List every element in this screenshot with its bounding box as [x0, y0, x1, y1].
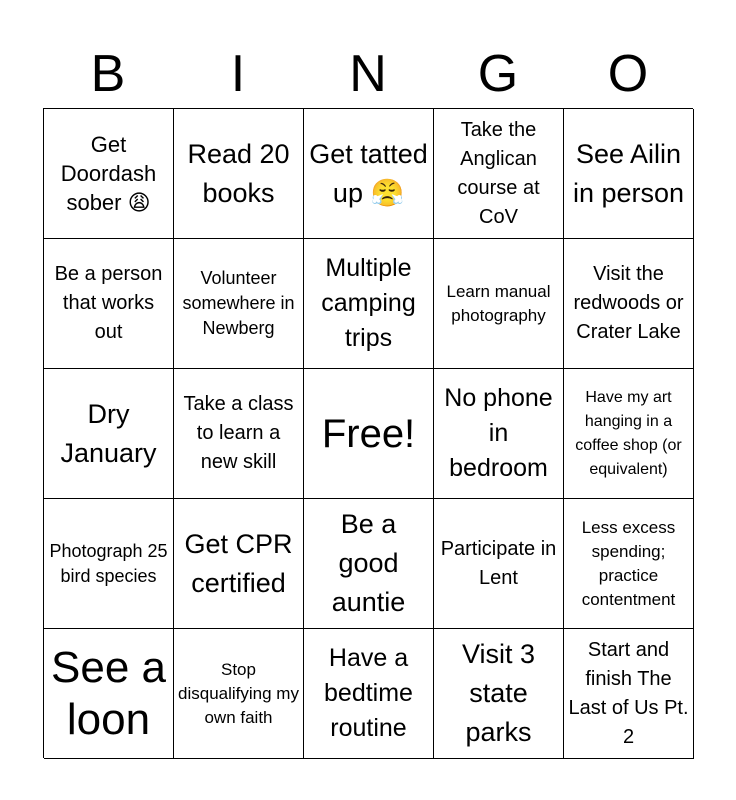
cell-text: Be a person that works out [54, 263, 163, 343]
header-letter-i: I [230, 45, 246, 103]
bingo-cell-r1c4 [434, 109, 564, 239]
cell-text: See Ailin in person [572, 138, 685, 208]
cell-text: Volunteer somewhere in Newberg [182, 268, 295, 338]
cell-text: Read 20 books [187, 138, 290, 208]
cell-text: Have my art hanging in a coffee shop (or equivalent) [575, 388, 682, 478]
cell-text: Multiple camping trips [321, 254, 416, 352]
bingo-cell-r5c4 [434, 629, 564, 759]
cell-text: Dry January [60, 398, 157, 468]
cell-text: Take a class to learn a new skill [183, 393, 294, 473]
bingo-cell-r5c5 [564, 629, 694, 759]
bingo-cell-r3c4 [434, 369, 564, 499]
bingo-cell-r1c5 [564, 109, 694, 239]
header-letter-o: O [607, 45, 649, 103]
bingo-cell-r2c3 [304, 239, 434, 369]
bingo-cell-r2c5 [564, 239, 694, 369]
bingo-cell-r3c1 [44, 369, 174, 499]
cell-text: Have a bedtime routine [324, 644, 413, 742]
bingo-cell-r1c1 [44, 109, 174, 239]
free-space: Free! [321, 411, 416, 456]
bingo-cell-r5c3 [304, 629, 434, 759]
cell-text: Visit 3 state parks [461, 639, 536, 747]
cell-text: Get CPR certified [184, 528, 293, 598]
bingo-cell-r4c4 [434, 499, 564, 629]
bingo-cell-r1c2 [174, 109, 304, 239]
header-letter-n: N [349, 45, 387, 103]
cell-text: Take the Anglican course at CoV [457, 118, 540, 228]
cell-text: Participate in Lent [440, 537, 557, 589]
bingo-cell-r4c2 [174, 499, 304, 629]
bingo-cell-r2c2 [174, 239, 304, 369]
bingo-cell-r4c5 [564, 499, 694, 629]
bingo-board [43, 108, 693, 758]
bingo-cell-r2c1 [44, 239, 174, 369]
cell-text: Be a good auntie [331, 509, 406, 617]
cell-text: Less excess spending; practice contentment [581, 517, 676, 609]
bingo-header [43, 40, 693, 108]
bingo-cell-r4c1 [44, 499, 174, 629]
bingo-cell-r2c4 [434, 239, 564, 369]
header-letter-b: B [90, 45, 126, 103]
cell-text: Get Doordash sober 😩 [60, 132, 157, 215]
cell-text: Visit the redwoods or Crater Lake [573, 263, 684, 343]
cell-text: Photograph 25 bird species [49, 540, 168, 586]
bingo-cell-r3c3 [304, 369, 434, 499]
bingo-cell-r5c1 [44, 629, 174, 759]
bingo-cell-r3c5 [564, 369, 694, 499]
bingo-cell-r3c2 [174, 369, 304, 499]
bingo-cell-r4c3 [304, 499, 434, 629]
cell-text: No phone in bedroom [444, 384, 553, 482]
cell-text: Start and finish The Last of Us Pt. 2 [568, 638, 689, 748]
cell-text: Learn manual photography [446, 281, 551, 325]
header-letter-g: G [477, 45, 519, 103]
bingo-cell-r5c2 [174, 629, 304, 759]
bingo-cell-r1c3 [304, 109, 434, 239]
cell-text: Stop disqualifying my own faith [178, 659, 299, 727]
cell-text: See a loon [51, 642, 166, 744]
cell-text: Get tatted up 😤 [309, 138, 428, 208]
